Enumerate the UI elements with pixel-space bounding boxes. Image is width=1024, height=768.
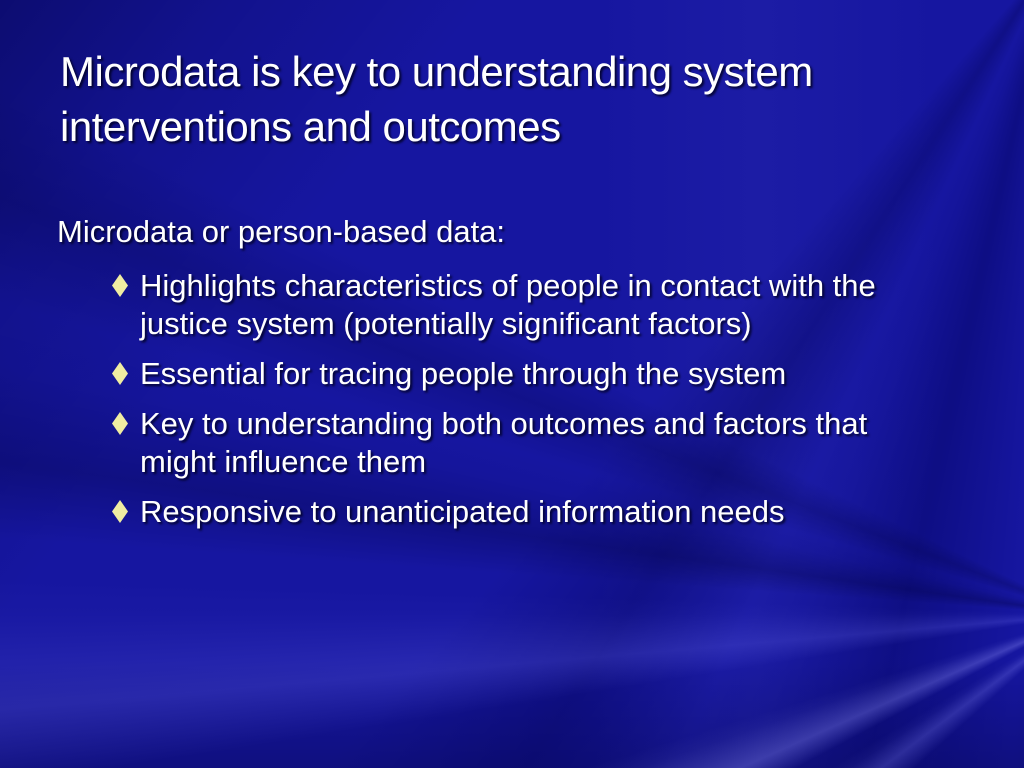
bullet-text-line: Essential for tracing people through the system <box>140 356 787 391</box>
bullet-text <box>140 405 867 481</box>
diamond-bullet-icon <box>112 362 128 385</box>
bullet-item-3 <box>112 405 977 481</box>
bullet-text-line: Key to understanding both outcomes and factors that <box>140 406 868 441</box>
lead-in-text: Microdata or person-based data: <box>57 214 506 249</box>
slide-body <box>57 213 977 543</box>
bullet-text <box>140 493 785 531</box>
slide-title-line-2: interventions and outcomes <box>60 103 561 150</box>
slide-title-line-1: Microdata is key to understanding system <box>60 48 813 95</box>
diamond-bullet-icon <box>112 274 128 297</box>
diamond-bullet-icon <box>112 412 128 435</box>
bullet-item-4 <box>112 493 977 531</box>
bullet-list <box>112 267 977 531</box>
bullet-text <box>140 267 876 343</box>
bullet-text-line: Highlights characteristics of people in contact with the <box>140 268 876 303</box>
bullet-text-line: justice system (potentially significant factors) <box>140 306 752 341</box>
bullet-text-line: might influence them <box>140 444 427 479</box>
bullet-text-line: Responsive to unanticipated information needs <box>140 494 785 529</box>
bullet-item-2 <box>112 355 977 393</box>
slide-title <box>60 44 813 154</box>
bullet-item-1 <box>112 267 977 343</box>
diamond-bullet-icon <box>112 500 128 523</box>
bullet-text <box>140 355 786 393</box>
